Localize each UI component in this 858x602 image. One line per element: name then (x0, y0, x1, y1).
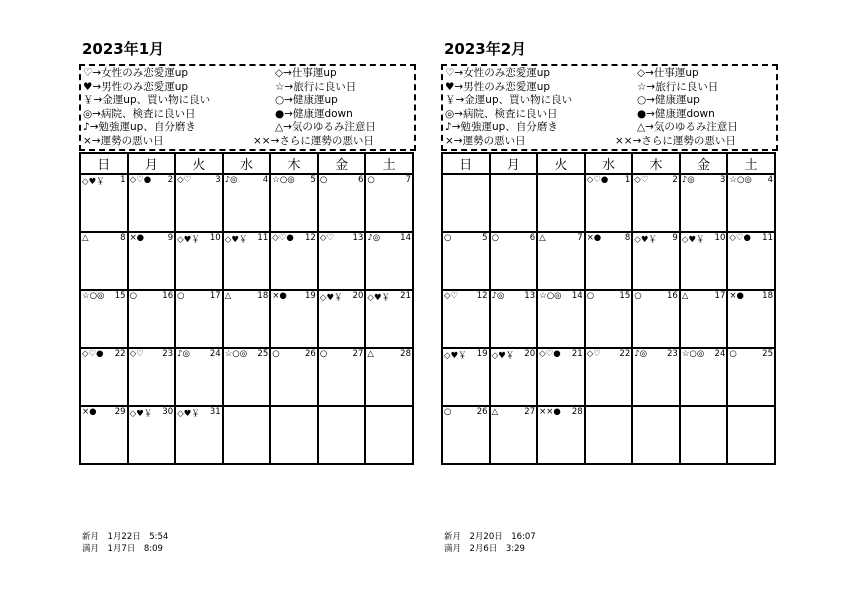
empty-cell (537, 174, 585, 232)
legend-item: ♥→男性のみ恋愛運up (445, 80, 551, 93)
day-number: 5 (482, 233, 488, 243)
day-cell[interactable] (442, 290, 490, 348)
day-number: 23 (162, 349, 174, 359)
fortune-symbols: ○ (319, 349, 328, 359)
fortune-symbols: ☆○◎ (82, 291, 105, 301)
full-moon: 満月 1月7日 8:09 (82, 544, 163, 554)
new-moon: 新月 1月22日 5:54 (82, 532, 169, 542)
day-number: 2 (167, 175, 174, 185)
day-number: 6 (357, 175, 364, 185)
day-number: 15 (619, 291, 631, 301)
day-cell[interactable] (223, 174, 271, 232)
weekday-header: 木 (270, 153, 318, 174)
day-cell[interactable] (80, 406, 128, 464)
day-cell[interactable] (365, 348, 413, 406)
day-cell[interactable] (175, 348, 223, 406)
day-number: 17 (714, 291, 726, 301)
day-number: 20 (352, 291, 364, 301)
legend-item: ☆→旅行に良い日 (637, 80, 719, 93)
day-number: 28 (400, 349, 411, 359)
fortune-symbols: ◇♥￥ (129, 409, 153, 419)
fortune-symbols: △ (539, 233, 546, 243)
fortune-symbols: ♪◎ (634, 349, 648, 359)
fortune-symbols: ○ (444, 233, 452, 243)
day-number: 15 (114, 291, 126, 301)
fortune-symbols: ◇♡ (444, 291, 459, 301)
day-cell[interactable] (585, 232, 633, 290)
weekday-header: 火 (175, 153, 223, 174)
fortune-symbols: ◇♥￥ (634, 235, 657, 245)
day-cell[interactable] (632, 232, 680, 290)
legend-row (445, 81, 776, 95)
fortune-symbols: ♪◎ (367, 233, 381, 243)
weekday-header: 土 (365, 153, 413, 174)
fortune-symbols: ♪◎ (491, 291, 505, 301)
day-number: 25 (762, 349, 773, 359)
day-number: 29 (114, 407, 126, 417)
day-number: 5 (310, 175, 316, 185)
day-cell[interactable] (80, 290, 128, 348)
legend-row (83, 121, 414, 135)
month-title: 2023年1月 (82, 40, 165, 58)
legend-row (83, 67, 414, 81)
fortune-symbols: ×● (729, 291, 744, 301)
legend-item: ×→運勢の悪い日 (445, 134, 526, 147)
day-cell[interactable] (128, 348, 176, 406)
fortune-symbols: ☆○◎ (681, 349, 705, 359)
legend-item: ♪→勉強運up、自分磨き (83, 121, 196, 134)
fortune-symbols: ♪◎ (681, 175, 695, 185)
legend-item: ￥→金運up、買い物に良い (83, 94, 211, 107)
fortune-symbols: ◇♡ (319, 233, 334, 243)
day-number: 14 (400, 233, 411, 243)
fortune-symbols: ◇♥￥ (177, 409, 200, 419)
fortune-symbols: ×● (82, 407, 97, 417)
day-number: 27 (524, 407, 536, 417)
day-number: 11 (762, 233, 773, 243)
weekday-header: 金 (318, 153, 366, 174)
day-number: 1 (120, 175, 126, 185)
day-number: 9 (672, 233, 678, 243)
day-number: 9 (167, 233, 174, 243)
legend-item: △→気のゆるみ注意日 (275, 121, 376, 134)
day-number: 21 (571, 349, 583, 359)
day-cell[interactable] (365, 232, 413, 290)
new-moon: 新月 2月20日 16:07 (444, 532, 536, 542)
month-title: 2023年2月 (444, 40, 527, 58)
fortune-symbols: ○ (586, 291, 595, 301)
day-number: 13 (352, 233, 364, 243)
legend-item: ●→健康運down (275, 107, 353, 120)
day-cell[interactable] (318, 174, 366, 232)
day-number: 24 (209, 349, 221, 359)
weekday-header: 月 (128, 153, 176, 174)
fortune-symbols: ◇♡ (177, 175, 192, 185)
day-number: 8 (624, 233, 631, 243)
legend-item: ××→さらに運勢の悪い日 (615, 134, 736, 147)
fortune-symbols: ◇♡● (82, 349, 104, 359)
fortune-symbols: ◇♥￥ (224, 235, 248, 245)
day-number: 21 (400, 291, 411, 301)
legend-row (83, 135, 414, 149)
fortune-symbols: ◇♥￥ (82, 177, 105, 187)
day-cell[interactable] (680, 348, 728, 406)
day-number: 14 (571, 291, 583, 301)
empty-cell (442, 174, 490, 232)
day-number: 18 (257, 291, 269, 301)
day-cell[interactable] (80, 174, 128, 232)
fortune-symbols: ◇♡ (634, 175, 649, 185)
legend-row (445, 108, 776, 122)
day-cell[interactable] (585, 174, 633, 232)
legend-row (445, 121, 776, 135)
day-number: 3 (719, 175, 726, 185)
legend-item: ☆→旅行に良い日 (275, 80, 357, 93)
day-cell[interactable] (270, 232, 318, 290)
legend-item: ♡→女性のみ恋愛運up (445, 67, 551, 79)
empty-cell (318, 406, 366, 464)
day-cell[interactable] (490, 348, 538, 406)
day-cell[interactable] (223, 290, 271, 348)
day-number: 10 (714, 233, 726, 243)
fortune-symbols: ◇♡ (129, 349, 144, 359)
day-number: 7 (577, 233, 583, 243)
fortune-symbols: ○ (367, 175, 375, 185)
day-cell[interactable] (490, 290, 538, 348)
fortune-symbols: ◇♥￥ (491, 351, 515, 361)
legend-item: ●→健康運down (637, 107, 715, 120)
day-cell[interactable] (128, 174, 176, 232)
fortune-symbols: ☆○◎ (224, 349, 248, 359)
day-cell[interactable] (270, 290, 318, 348)
legend-item: ○→健康運up (637, 94, 700, 107)
day-cell[interactable] (365, 174, 413, 232)
fortune-symbols: ○ (129, 291, 137, 301)
day-number: 12 (304, 233, 316, 243)
empty-cell (223, 406, 271, 464)
day-number: 28 (571, 407, 583, 417)
fortune-symbols: ××● (539, 407, 561, 417)
day-number: 12 (476, 291, 488, 301)
legend-item: ××→さらに運勢の悪い日 (253, 134, 374, 147)
day-number: 22 (619, 349, 631, 359)
day-cell[interactable] (490, 406, 538, 464)
day-cell[interactable] (175, 232, 223, 290)
fortune-symbols: ◇♡● (539, 349, 561, 359)
legend-item: ♡→女性のみ恋愛運up (83, 67, 189, 79)
day-cell[interactable] (318, 290, 366, 348)
fortune-symbols: △ (681, 291, 689, 301)
fortune-symbols: ☆○◎ (729, 175, 752, 185)
day-number: 18 (762, 291, 773, 301)
legend-item: ￥→金運up、買い物に良い (445, 94, 573, 107)
day-cell[interactable] (80, 348, 128, 406)
weekday-header: 月 (490, 153, 538, 174)
fortune-symbols: ◇♥￥ (367, 293, 391, 303)
day-cell[interactable] (442, 348, 490, 406)
weekday-header: 日 (80, 153, 128, 174)
day-cell[interactable] (490, 232, 538, 290)
day-number: 2 (672, 175, 678, 185)
legend-row (445, 135, 776, 149)
empty-cell (365, 406, 413, 464)
weekday-header: 水 (223, 153, 271, 174)
day-number: 20 (524, 349, 536, 359)
legend-row (445, 67, 776, 81)
day-number: 26 (476, 407, 488, 417)
fortune-symbols: △ (224, 291, 232, 301)
legend-row (83, 108, 414, 122)
day-cell[interactable] (632, 290, 680, 348)
weekday-header: 金 (680, 153, 728, 174)
fortune-symbols: ☆○◎ (539, 291, 562, 301)
legend-item: ♥→男性のみ恋愛運up (83, 80, 189, 93)
fortune-symbols: ♪◎ (177, 349, 190, 359)
weekday-header: 火 (537, 153, 585, 174)
day-number: 16 (162, 291, 174, 301)
fortune-symbols: ○ (729, 349, 737, 359)
legend-item: ◎→病院、検査に良い日 (445, 107, 558, 120)
legend-item: ○→健康運up (275, 94, 338, 107)
moon-phases (82, 531, 168, 555)
day-cell[interactable] (175, 174, 223, 232)
day-number: 17 (209, 291, 221, 301)
legend (79, 64, 416, 151)
empty-cell (270, 406, 318, 464)
day-cell[interactable] (727, 232, 775, 290)
fortune-symbols: △ (367, 349, 374, 359)
day-cell[interactable] (632, 348, 680, 406)
fortune-symbols: △ (491, 407, 499, 417)
day-number: 27 (352, 349, 364, 359)
fortune-symbols: ◇♡● (272, 233, 294, 243)
day-number: 16 (666, 291, 678, 301)
fortune-symbols: ◇♥￥ (444, 351, 467, 361)
day-number: 4 (767, 175, 773, 185)
calendar-grid (79, 152, 414, 465)
legend (441, 64, 778, 151)
day-cell[interactable] (442, 232, 490, 290)
legend-item: ◎→病院、検査に良い日 (83, 107, 196, 120)
fortune-symbols: ◇♡ (586, 349, 601, 359)
fortune-symbols: ○ (491, 233, 499, 243)
day-cell[interactable] (537, 348, 585, 406)
legend-item: ×→運勢の悪い日 (83, 134, 164, 147)
legend-item: ♪→勉強運up、自分磨き (445, 121, 558, 134)
day-cell[interactable] (680, 290, 728, 348)
day-number: 19 (304, 291, 316, 301)
day-cell[interactable] (727, 348, 775, 406)
day-cell[interactable] (365, 290, 413, 348)
fortune-symbols: △ (82, 233, 89, 243)
day-cell[interactable] (442, 406, 490, 464)
fortune-symbols: ○ (319, 175, 328, 185)
day-cell[interactable] (680, 232, 728, 290)
day-cell[interactable] (270, 174, 318, 232)
day-number: 10 (209, 233, 221, 243)
day-cell[interactable] (175, 290, 223, 348)
calendar-grid (441, 152, 776, 465)
day-number: 19 (476, 349, 488, 359)
moon-phases (444, 531, 536, 555)
day-number: 31 (209, 407, 221, 417)
day-number: 25 (257, 349, 269, 359)
fortune-symbols: ×● (272, 291, 287, 301)
day-cell[interactable] (537, 290, 585, 348)
legend-item: ◇→仕事運up (637, 67, 699, 79)
day-cell[interactable] (537, 232, 585, 290)
day-cell[interactable] (632, 174, 680, 232)
day-number: 22 (114, 349, 126, 359)
day-number: 26 (304, 349, 316, 359)
fortune-symbols: ○ (444, 407, 452, 417)
day-cell[interactable] (680, 174, 728, 232)
day-cell[interactable] (175, 406, 223, 464)
day-number: 1 (624, 175, 631, 185)
day-cell[interactable] (128, 290, 176, 348)
weekday-header: 木 (632, 153, 680, 174)
day-cell[interactable] (537, 406, 585, 464)
day-number: 23 (666, 349, 678, 359)
empty-cell (632, 406, 680, 464)
day-cell[interactable] (80, 232, 128, 290)
day-number: 7 (405, 175, 411, 185)
day-cell[interactable] (585, 290, 633, 348)
legend-row (83, 94, 414, 108)
day-number: 11 (257, 233, 269, 243)
fortune-symbols: ○ (177, 291, 185, 301)
fortune-symbols: ◇♥￥ (681, 235, 705, 245)
fortune-symbols: ◇♡● (586, 175, 609, 185)
day-cell[interactable] (223, 348, 271, 406)
fortune-symbols: ○ (634, 291, 642, 301)
day-cell[interactable] (128, 406, 176, 464)
empty-cell (490, 174, 538, 232)
legend-item: △→気のゆるみ注意日 (637, 121, 738, 134)
legend-row (83, 81, 414, 95)
day-cell[interactable] (318, 232, 366, 290)
weekday-header: 日 (442, 153, 490, 174)
day-number: 3 (215, 175, 221, 185)
weekday-header: 水 (585, 153, 633, 174)
fortune-symbols: ○ (272, 349, 280, 359)
legend-row (445, 94, 776, 108)
day-cell[interactable] (270, 348, 318, 406)
day-cell[interactable] (223, 232, 271, 290)
empty-cell (585, 406, 633, 464)
day-number: 6 (529, 233, 536, 243)
fortune-symbols: ♪◎ (224, 175, 238, 185)
day-number: 24 (714, 349, 726, 359)
full-moon: 満月 2月6日 3:29 (444, 544, 525, 554)
fortune-symbols: ×● (586, 233, 602, 243)
day-cell[interactable] (585, 348, 633, 406)
day-cell[interactable] (727, 174, 775, 232)
fortune-symbols: ◇♡● (729, 233, 751, 243)
day-number: 8 (120, 233, 126, 243)
day-cell[interactable] (318, 348, 366, 406)
empty-cell (680, 406, 728, 464)
fortune-symbols: ◇♡● (129, 175, 152, 185)
day-number: 4 (262, 175, 269, 185)
day-cell[interactable] (128, 232, 176, 290)
day-cell[interactable] (727, 290, 775, 348)
weekday-header: 土 (727, 153, 775, 174)
empty-cell (727, 406, 775, 464)
legend-item: ◇→仕事運up (275, 67, 337, 79)
fortune-symbols: ×● (129, 233, 145, 243)
fortune-symbols: ◇♥￥ (177, 235, 200, 245)
day-number: 13 (524, 291, 536, 301)
day-number: 30 (162, 407, 174, 417)
fortune-symbols: ◇♥￥ (319, 293, 343, 303)
fortune-symbols: ☆○◎ (272, 175, 295, 185)
